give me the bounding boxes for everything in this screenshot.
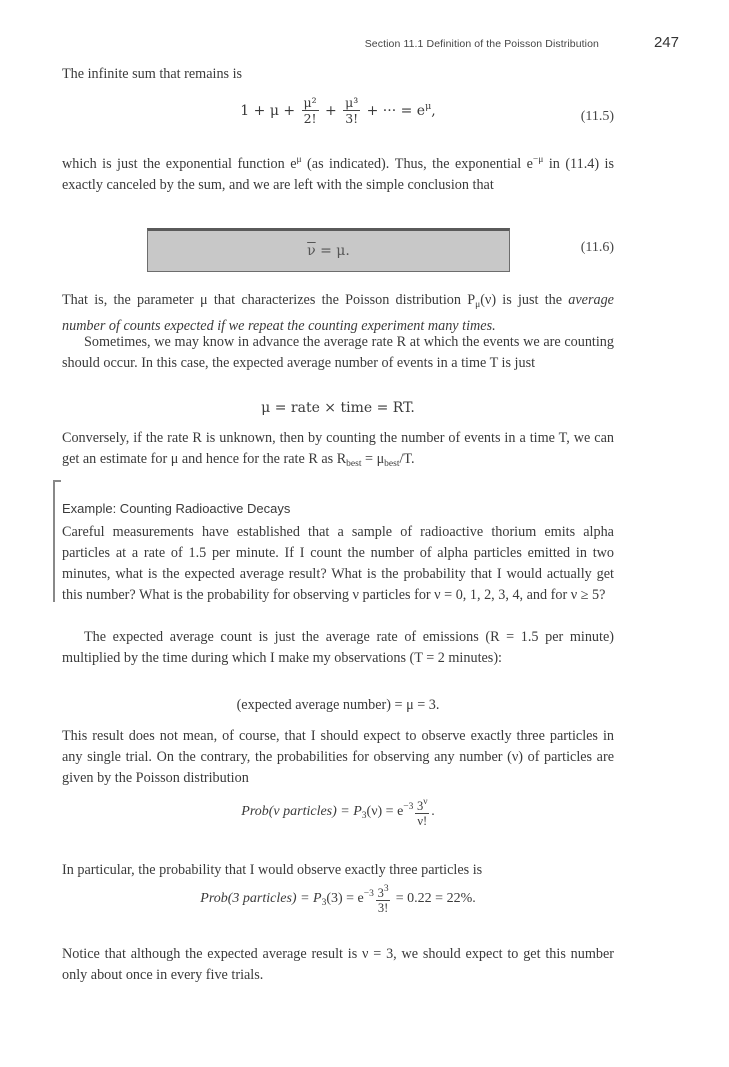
frac-num: μ² <box>303 95 317 110</box>
example-sidebar-rule <box>53 480 55 602</box>
frac-den: ν! <box>417 814 428 828</box>
example-conclusion: Notice that although the expected average result is ν = 3, we should expect to get this number only about once in every five trials. <box>62 946 614 983</box>
sub: best <box>346 459 362 469</box>
frac-num: μ³ <box>345 95 359 110</box>
equation-expected-average <box>62 695 614 717</box>
text: Conversely, if the rate R is unknown, then by counting the number of events in a time T, we can get an estimate for μ and hence for the rate R as R <box>62 430 614 467</box>
sub: 3 <box>361 811 367 822</box>
sup: −3 <box>403 802 414 813</box>
equation-poisson-three <box>62 882 614 928</box>
equation-11-5: 1 + μ + $\frac{\text{μ²}}{2!}$ + $\frac{\text{μ³}}{3!}$ + ··· = $e^\mu$, (11.5) <box>240 95 614 126</box>
frac-den: 3! <box>377 901 389 915</box>
eq-lhs: Prob(ν particles) = P <box>241 804 362 820</box>
page-number: 247 <box>653 34 679 51</box>
eq-lhs: Prob(3 particles) = P <box>200 891 322 907</box>
text: That is, the parameter μ that characterizes the Poisson distribution P <box>62 292 476 308</box>
eq-rate-text: μ = rate × time = RT. <box>261 400 415 416</box>
example-result-note: This result does not mean, of course, that I should expect to observe exactly three particles in any single trial. On the contrary, the probabilities for observing any number (ν) of particles are given by the Poisson distribution <box>62 728 614 786</box>
paragraph-exponential <box>62 150 614 196</box>
section-title: Section 11.1 Definition of the Poisson Distribution <box>364 38 599 50</box>
text: = μ <box>361 451 385 467</box>
fraction-33 <box>376 882 390 916</box>
eq-avg-text: (expected average number) = μ = 3. <box>236 697 440 713</box>
eq-end: = 0.22 = 22%. <box>392 891 476 907</box>
eq-mid: (3) = e <box>326 891 364 907</box>
fraction-3nu <box>415 795 429 829</box>
example-sidebar-tick <box>53 480 61 482</box>
sub: 3 <box>321 898 327 909</box>
example-question: Careful measurements have established that a sample of radioactive thorium emits alpha particles at a rate of 1.5 per minute. If I count the number of alpha particles emitted in two minutes, what is the expected average result? What is the probability that I would actually get this number? What is the probability for observing ν particles for ν = 0, 1, 2, 3, 4, and for ν ≥ 5? <box>62 524 614 603</box>
fraction-mu2 <box>302 96 319 126</box>
sup: 3 <box>383 884 389 894</box>
sup: μ <box>296 155 302 165</box>
frac-num: 3 <box>417 799 424 813</box>
frac-den: 3! <box>345 111 359 126</box>
eq-end: . <box>431 804 435 820</box>
text: which is just the exponential function e <box>62 156 297 172</box>
frac-num: 3 <box>377 886 384 900</box>
eq-11-5-start: 1 + μ + <box>240 103 300 119</box>
sup: ν <box>423 797 428 807</box>
equation-number: (11.6) <box>580 240 614 255</box>
example-particular: In particular, the probability that I would observe exactly three particles is <box>62 862 483 878</box>
frac-den: 2! <box>303 111 317 126</box>
paragraph-rate: Sometimes, we may know in advance the average rate R at which the events we are counting should occur. In this case, the expected average number of events in a time T is just <box>62 334 614 371</box>
text: in (11.4) is exactly canceled by the sum, and we are left with the simple conclusion that <box>62 156 614 193</box>
equation-poisson-general <box>62 795 614 841</box>
eq-end: , <box>431 103 436 119</box>
sub: best <box>384 459 400 469</box>
running-header <box>0 32 729 52</box>
sup: −3 <box>363 889 374 900</box>
nu-bar: $\overline{\nu}$ <box>307 243 316 259</box>
eq-mid: (ν) = e <box>366 804 404 820</box>
example-title: Example: Counting Radioactive Decays <box>62 501 291 516</box>
equation-11-6-row <box>62 237 614 257</box>
text: (ν) is just the <box>480 292 569 308</box>
equation-rate <box>62 398 614 420</box>
paragraph-parameter <box>62 290 614 337</box>
italic-text: average number of counts expected if we repeat the counting experiment many times. <box>62 292 614 334</box>
eq-rhs: = μ. <box>315 243 350 259</box>
sup: −μ <box>532 155 544 165</box>
text: /T. <box>399 451 415 467</box>
paragraph-conversely <box>62 428 614 475</box>
example-answer: The expected average count is just the average rate of emissions (R = 1.5 per minute) multiplied by the time during which I make my observations (T = 2 minutes): <box>62 629 614 666</box>
fraction-mu3 <box>343 96 360 126</box>
equation-number: (11.5) <box>580 109 614 124</box>
sub: μ <box>475 300 481 310</box>
text: (as indicated). Thus, the exponential e <box>301 156 533 172</box>
eq-11-5-rhs: + ··· = e <box>366 103 426 119</box>
paragraph-intro: The infinite sum that remains is <box>62 66 243 82</box>
eq-sup: μ <box>425 101 432 112</box>
